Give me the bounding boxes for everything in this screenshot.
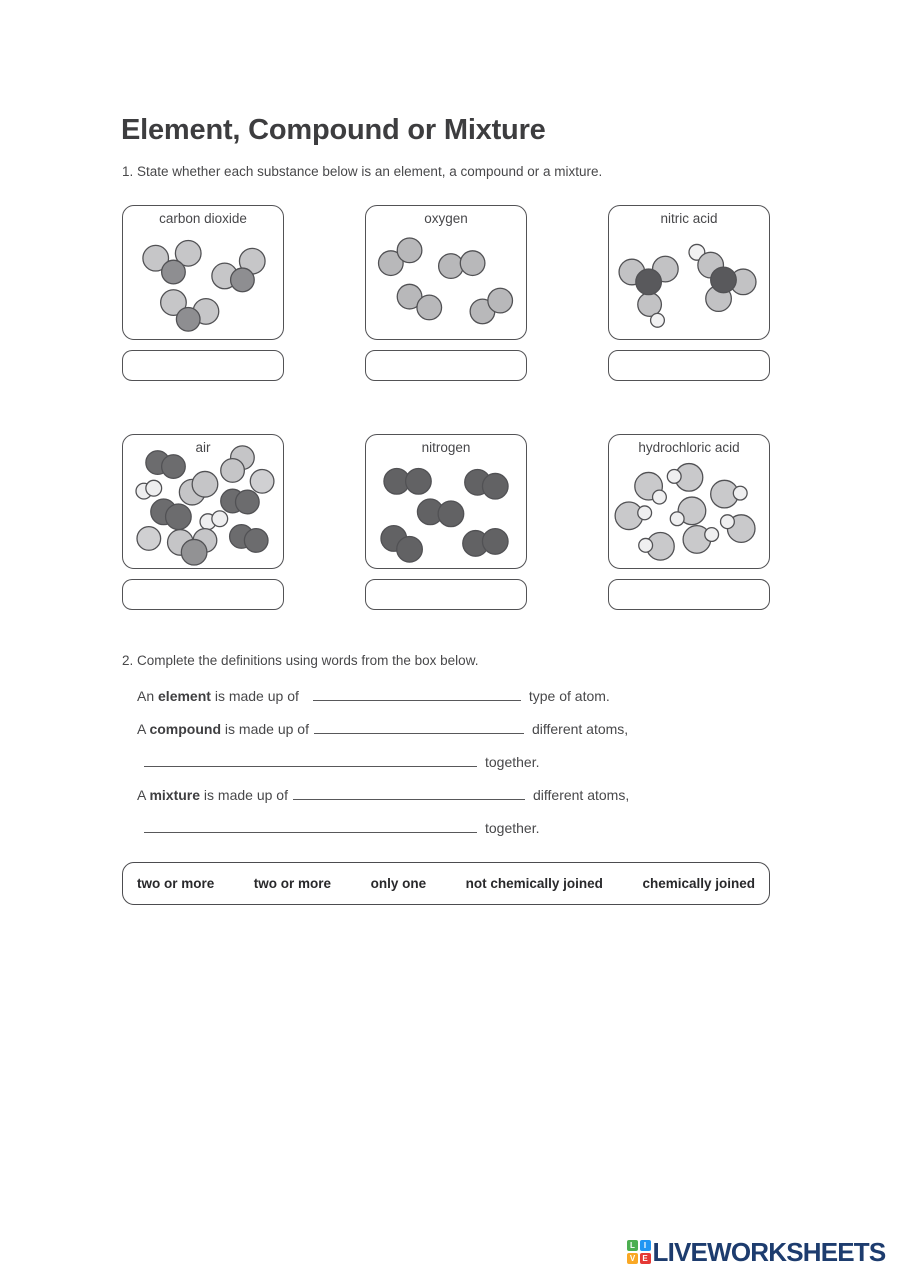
definition-text: A compound is made up of <box>137 721 309 737</box>
word-bank-item: only one <box>370 876 427 891</box>
substance-label: nitrogen <box>421 440 471 455</box>
definition-suffix: different atoms, <box>532 787 630 803</box>
atom <box>636 269 662 295</box>
atom <box>181 539 207 565</box>
q2-instruction: 2. Complete the definitions using words from the box below. <box>122 653 479 668</box>
atom <box>438 501 464 527</box>
atom <box>236 490 260 514</box>
substance-cell <box>608 434 770 610</box>
atom <box>192 471 218 497</box>
definition-line <box>137 720 629 740</box>
atom <box>417 295 442 320</box>
substance-label: hydrochloric acid <box>638 440 740 455</box>
substance-label: nitric acid <box>660 211 718 226</box>
atom <box>406 468 432 494</box>
molecule-diagram-box <box>122 434 284 569</box>
atom <box>137 527 161 551</box>
molecule-diagram-box <box>365 434 527 569</box>
atom <box>250 469 274 493</box>
logo-letter-tile: E <box>640 1253 651 1264</box>
definition-line <box>137 786 629 806</box>
definition-suffix: type of atom. <box>528 688 610 704</box>
atom <box>166 504 192 530</box>
substance-label: air <box>195 440 211 455</box>
logo-letter-tile: I <box>640 1240 651 1251</box>
molecule-diagram-box <box>122 205 284 340</box>
answer-blank[interactable] <box>314 720 524 734</box>
atom <box>244 529 268 553</box>
definition-text: An element is made up of <box>137 688 299 704</box>
atom <box>397 238 422 263</box>
atom <box>482 529 508 555</box>
answer-blank[interactable] <box>144 753 477 767</box>
atom <box>221 459 245 483</box>
atom <box>670 512 684 526</box>
word-bank <box>122 862 770 905</box>
definition-suffix: different atoms, <box>531 721 629 737</box>
substance-grid <box>122 205 770 610</box>
atom <box>639 538 653 552</box>
atom <box>176 307 200 331</box>
definition-line <box>137 687 629 707</box>
atom <box>460 251 485 276</box>
answer-blank[interactable] <box>144 819 477 833</box>
atom <box>705 528 719 542</box>
definition-text: A mixture is made up of <box>137 787 288 803</box>
substance-cell <box>608 205 770 381</box>
molecule-diagram-box <box>608 434 770 569</box>
atom <box>488 288 513 313</box>
substance-cell <box>122 205 284 381</box>
answer-input[interactable] <box>122 350 284 381</box>
atom <box>231 268 255 292</box>
logo-letter-tile: L <box>627 1240 638 1251</box>
answer-input[interactable] <box>365 579 527 610</box>
answer-input[interactable] <box>365 350 527 381</box>
atom <box>146 480 162 496</box>
word-bank-item: two or more <box>137 876 215 891</box>
definition-suffix: together. <box>485 754 540 770</box>
atom <box>667 469 681 483</box>
molecule-diagram-box <box>608 205 770 340</box>
substance-label: oxygen <box>424 211 468 226</box>
atom <box>721 515 735 529</box>
footer <box>627 1237 885 1267</box>
q1-instruction: 1. State whether each substance below is an element, a compound or a mixture. <box>122 164 603 179</box>
answer-input[interactable] <box>608 579 770 610</box>
substance-label: carbon dioxide <box>159 211 247 226</box>
atom <box>397 536 423 562</box>
brand-name: LIVEWORKSHEETS <box>652 1237 886 1267</box>
word-bank-item: two or more <box>253 876 332 891</box>
atom <box>162 455 186 479</box>
substance-cell <box>122 434 284 610</box>
answer-blank[interactable] <box>293 786 525 800</box>
answer-input[interactable] <box>608 350 770 381</box>
answer-blank[interactable] <box>313 687 521 701</box>
word-bank-item: not chemically joined <box>465 876 603 891</box>
atom <box>482 473 508 499</box>
substance-cell <box>365 205 527 381</box>
page-title: Element, Compound or Mixture <box>121 114 546 146</box>
liveworksheets-logo-icon <box>627 1240 651 1264</box>
molecule-diagram-box <box>365 205 527 340</box>
answer-input[interactable] <box>122 579 284 610</box>
substance-cell <box>365 434 527 610</box>
atom <box>711 267 737 293</box>
atom <box>439 254 464 279</box>
word-bank-item: chemically joined <box>642 876 755 891</box>
atom <box>651 313 665 327</box>
atom <box>653 490 667 504</box>
atom <box>212 511 228 527</box>
definition-suffix: together. <box>485 820 540 836</box>
atom <box>162 260 186 284</box>
atom <box>638 506 652 520</box>
definition-line <box>144 753 629 773</box>
definition-line <box>144 819 629 839</box>
logo-letter-tile: V <box>627 1253 638 1264</box>
atom <box>733 486 747 500</box>
definitions <box>137 687 629 852</box>
